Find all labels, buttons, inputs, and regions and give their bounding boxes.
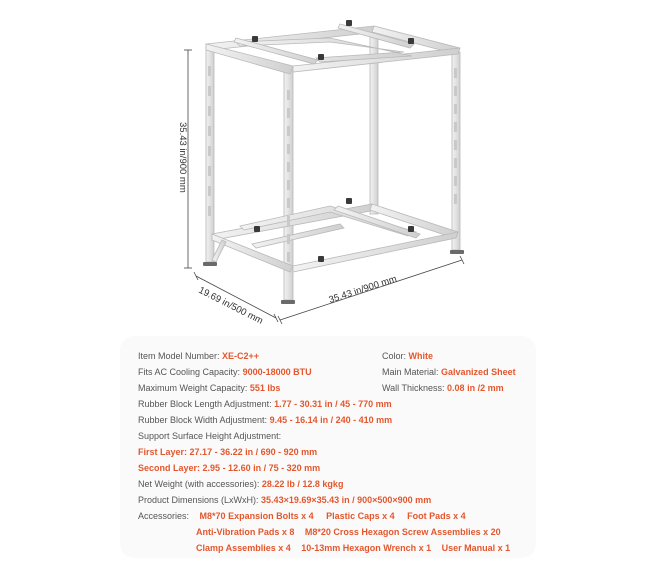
spec-height-adjustment: Support Surface Height Adjustment: [138, 431, 282, 441]
spec-thickness: Wall Thickness: 0.08 in /2 mm [382, 383, 504, 393]
accessory-item: 10-13mm Hexagon Wrench x 1 [301, 543, 432, 553]
spec-color: Color: White [382, 351, 434, 361]
spec-net-weight: Net Weight (with accessories): 28.22 lb / 12.8 kgkg [138, 479, 344, 489]
spec-cooling: Fits AC Cooling Capacity: 9000-18000 BTU [138, 367, 312, 377]
accessory-item: Anti-Vibration Pads x 8 [196, 527, 295, 537]
accessory-item: Clamp Assemblies x 4 [196, 543, 291, 553]
spec-first-layer: First Layer: 27.17 - 36.22 in / 690 - 920 mm [138, 447, 318, 457]
height-dimension-label: 35.43 in/900 mm [177, 122, 188, 193]
accessory-item: Plastic Caps x 4 [326, 511, 395, 521]
spec-accessories: Accessories: M8*70 Expansion Bolts x 4 Plastic Caps x 4 Foot Pads x 4 [138, 511, 466, 521]
depth-dimension-label: 19.69 in/500 mm [196, 284, 265, 327]
accessory-item: M8*70 Expansion Bolts x 4 [199, 511, 314, 521]
spec-weight-capacity: Maximum Weight Capacity: 551 lbs [138, 383, 281, 393]
spec-accessories-line-3 [196, 542, 510, 554]
spec-width-adjustment: Rubber Block Width Adjustment: 9.45 - 16.14 in / 240 - 410 mm [138, 415, 393, 425]
spec-panel [120, 336, 536, 558]
accessory-item: M8*20 Cross Hexagon Screw Assemblies x 20 [304, 527, 501, 537]
spec-accessories-line-2 [196, 526, 501, 538]
dimension-lines [184, 50, 464, 324]
spec-material: Main Material: Galvanized Sheet [382, 367, 516, 377]
spec-model: Item Model Number: XE-C2++ [138, 351, 260, 361]
width-dimension-label: 35.43 in/900 mm [327, 273, 399, 306]
spec-second-layer: Second Layer: 2.95 - 12.60 in / 75 - 320 mm [138, 463, 321, 473]
accessory-item: Foot Pads x 4 [407, 511, 466, 521]
spec-length-adjustment: Rubber Block Length Adjustment: 1.77 - 30.31 in / 45 - 770 mm [138, 399, 392, 409]
accessory-item: User Manual x 1 [441, 543, 511, 553]
stand-frame [206, 24, 460, 300]
spec-product-dimensions: Product Dimensions (LxWxH): 35.43×19.69×35.43 in / 900×500×900 mm [138, 495, 432, 505]
